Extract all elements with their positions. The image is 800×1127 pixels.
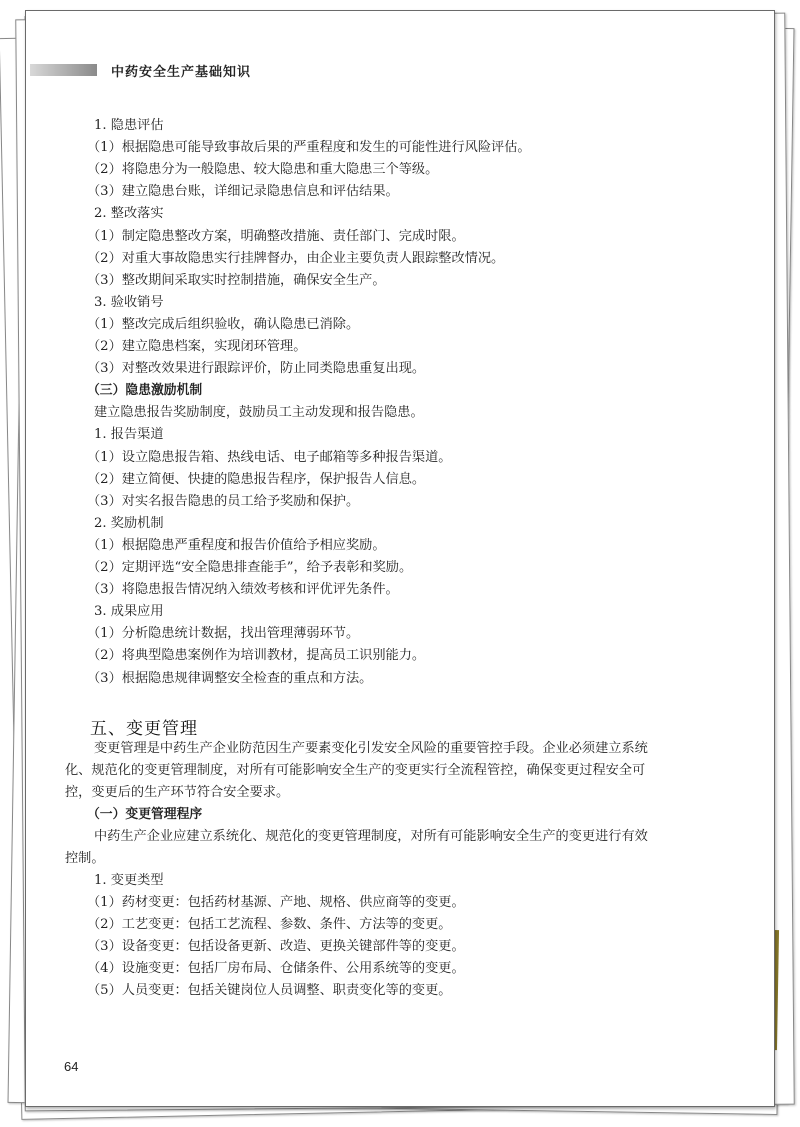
text-line: （2）工艺变更：包括工艺流程、参数、条件、方法等的变更。 [87,917,452,932]
list-heading: 2. 奖励机制 [94,515,164,531]
page-number: 64 [64,1059,79,1074]
text-line: （1）整改完成后组织验收，确认隐患已消除。 [87,316,360,332]
text-line: （1）根据隐患严重程度和报告价值给予相应奖励。 [87,537,386,553]
text-line: （2）建立隐患档案，实现闭环管理。 [87,339,307,354]
text-line: （3）对整改效果进行跟踪评价，防止同类隐患重复出现。 [87,361,426,377]
text-line: （3）建立隐患台账，详细记录隐患信息和评估结果。 [87,184,399,200]
list-heading: 1. 隐患评估 [94,118,164,133]
running-title: 中药安全生产基础知识 [111,65,252,80]
text-line: （4）设施变更：包括厂房布局、仓储条件、公用系统等的变更。 [87,961,465,976]
text-line: （5）人员变更：包括关键岗位人员调整、职责变化等的变更。 [87,983,452,998]
text-line: （3）对实名报告隐患的员工给予奖励和保护。 [87,493,360,509]
subsection-heading: （一）变更管理程序 [87,807,203,822]
list-heading: 1. 报告渠道 [94,427,164,443]
text-line: （1）根据隐患可能导致事故后果的严重程度和发生的可能性进行风险评估。 [87,140,531,156]
text-line: 控，变更后的生产环节符合安全要求。 [65,785,290,800]
text-line: （2）对重大事故隐患实行挂牌督办，由企业主要负责人跟踪整改情况。 [87,250,505,266]
list-heading: 2. 整改落实 [94,206,164,222]
text-line: 化、规范化的变更管理制度，对所有可能影响安全生产的变更实行全流程管控，确保变更过程安全可 [65,763,646,778]
text-line: 变更管理是中药生产企业防范因生产要素变化引发安全风险的重要管控手段。企业必须建立系统 [94,741,648,756]
text-line: （3）根据隐患规律调整安全检查的重点和方法。 [87,670,373,686]
text-line: 控制。 [65,851,105,866]
text-line: （1）药材变更：包括药材基源、产地、规格、供应商等的变更。 [87,895,465,910]
text-line: （3）将隐患报告情况纳入绩效考核和评优评先条件。 [87,582,399,598]
text-line: （3）整改期间采取实时控制措施，确保安全生产。 [87,272,386,288]
text-line: （1）设立隐患报告箱、热线电话、电子邮箱等多种报告渠道。 [87,449,452,465]
text-line: （2）定期评选“安全隐患排查能手”，给予表彰和奖励。 [87,560,413,575]
text-line: （2）建立简便、快捷的隐患报告程序，保护报告人信息。 [87,471,426,487]
section-title: 五、变更管理 [90,719,198,739]
text-line: （2）将典型隐患案例作为培训教材，提高员工识别能力。 [87,648,426,664]
text-line: （1）制定隐患整改方案，明确整改措施、责任部门、完成时限。 [87,228,465,244]
book-page [25,10,775,1107]
text-line: 中药生产企业应建立系统化、规范化的变更管理制度，对所有可能影响安全生产的变更进行有效 [94,829,648,844]
text-line: （3）设备变更：包括设备更新、改造、更换关键部件等的变更。 [87,939,465,954]
subsection-heading: （三）隐患激励机制 [87,383,203,399]
list-heading: 3. 成果应用 [94,604,164,620]
list-heading: 3. 验收销号 [94,294,164,310]
text-line: 建立隐患报告奖励制度，鼓励员工主动发现和报告隐患。 [94,405,424,421]
list-heading: 1. 变更类型 [94,873,164,888]
header-gradient-bar [30,64,97,76]
text-line: （1）分析隐患统计数据，找出管理薄弱环节。 [87,626,360,642]
text-line: （2）将隐患分为一般隐患、较大隐患和重大隐患三个等级。 [87,162,439,178]
